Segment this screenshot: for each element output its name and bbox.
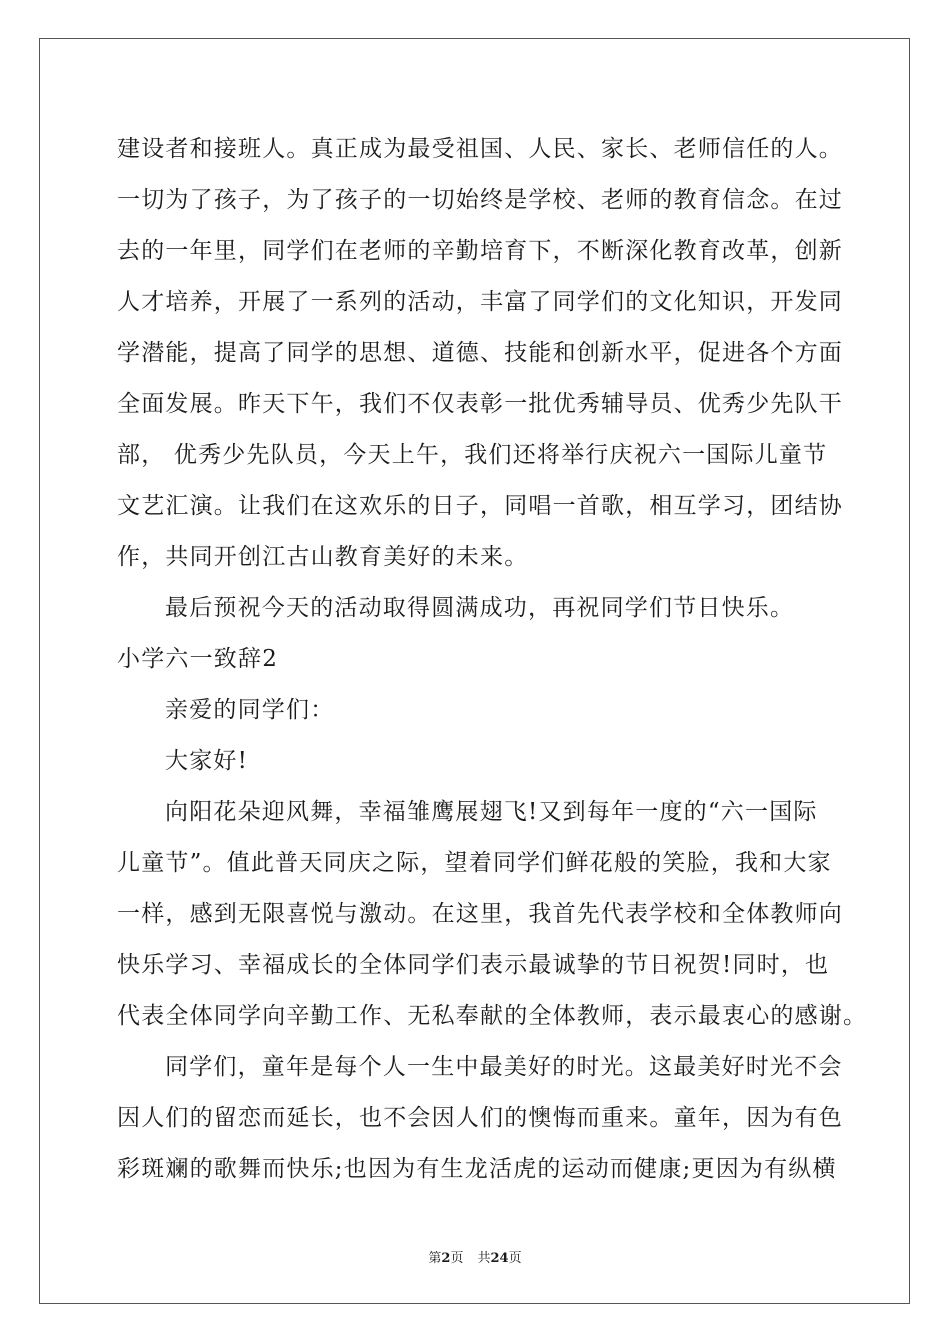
text-line: 因人们的留恋而延长，也不会因人们的懊悔而重来。童年，因为有色 xyxy=(117,1105,843,1131)
text-line: 部， 优秀少先队员，今天上午，我们还将举行庆祝六一国际儿童节 xyxy=(117,442,828,468)
greeting: 大家好! xyxy=(165,748,249,774)
section-heading: 小学六一致辞2 xyxy=(117,646,279,672)
text-line: 人才培养，开展了一系列的活动，丰富了同学们的文化知识，开发同 xyxy=(117,289,843,315)
text-line: 一切为了孩子，为了孩子的一切始终是学校、老师的教育信念。在过 xyxy=(117,187,843,213)
text-line: 儿童节”。值此普天同庆之际，望着同学们鲜花般的笑脸，我和大家 xyxy=(117,850,832,876)
text-line: 彩斑斓的歌舞而快乐;也因为有生龙活虎的运动而健康;更因为有纵横 xyxy=(117,1156,837,1182)
page-unit: 页 xyxy=(450,1251,464,1266)
text-line: 去的一年里，同学们在老师的辛勤培育下，不断深化教育改革，创新 xyxy=(117,238,843,264)
text-line: 快乐学习、幸福成长的全体同学们表示最诚挚的节日祝贺!同时，也 xyxy=(117,952,830,978)
closing-paragraph: 最后预祝今天的活动取得圆满成功，再祝同学们节日快乐。 xyxy=(165,595,795,621)
page-footer xyxy=(0,1247,950,1266)
document-body xyxy=(117,124,868,1195)
text-line: 一样，感到无限喜悦与激动。在这里，我首先代表学校和全体教师向 xyxy=(117,901,843,927)
text-line: 代表全体同学向辛勤工作、无私奉献的全体教师，表示最衷心的感谢。 xyxy=(117,1003,868,1029)
text-line: 文艺汇演。让我们在这欢乐的日子，同唱一首歌，相互学习，团结协 xyxy=(117,493,843,519)
total-unit: 页 xyxy=(508,1251,522,1266)
text-line: 学潜能，提高了同学的思想、道德、技能和创新水平，促进各个方面 xyxy=(117,340,843,366)
page-number: 2 xyxy=(441,1251,451,1266)
total-prefix: 共 xyxy=(477,1251,491,1266)
text-line: 向阳花朵迎风舞，幸福雏鹰展翅飞!又到每年一度的“六一国际 xyxy=(165,799,818,825)
text-line: 建设者和接班人。真正成为最受祖国、人民、家长、老师信任的人。 xyxy=(117,136,843,162)
text-line: 同学们，童年是每个人一生中最美好的时光。这最美好时光不会 xyxy=(165,1054,843,1080)
total-pages: 24 xyxy=(490,1251,509,1266)
salutation: 亲爱的同学们： xyxy=(165,697,335,723)
page-prefix: 第 xyxy=(428,1251,442,1266)
text-line: 全面发展。昨天下午，我们不仅表彰一批优秀辅导员、优秀少先队干 xyxy=(117,391,843,417)
text-line: 作，共同开创江古山教育美好的未来。 xyxy=(117,544,529,570)
